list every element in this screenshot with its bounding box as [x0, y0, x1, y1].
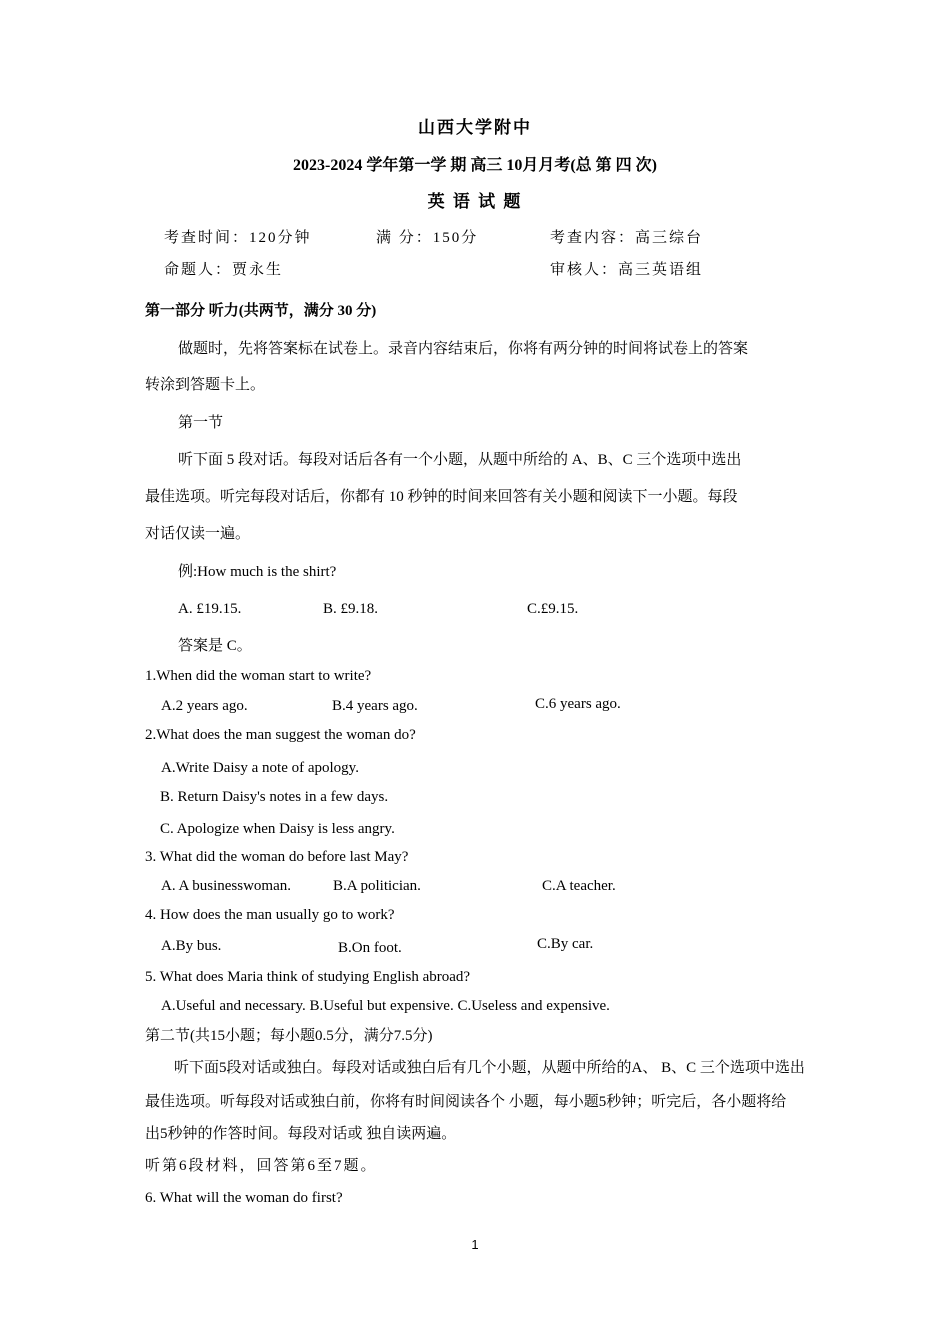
instructions-line: 最佳选项。听完每段对话后，你都有 10 秒钟的时间来回答有关小题和阅读下一小题。每段 [145, 489, 738, 505]
question-3: 3. What did the woman do before last May? [145, 849, 409, 865]
instructions-line: 最佳选项。听每段对话或独白前，你将有时间阅读各个 小题，每小题5秒钟；听完后，各小题将给 [145, 1094, 787, 1110]
option-c: C.By car. [537, 936, 594, 952]
option-b: B.4 years ago. [332, 698, 418, 714]
exam-content: 考查内容：高三综台 [550, 230, 704, 246]
instructions-line: 出5秒钟的作答时间。每段对话或 独自读两遍。 [145, 1126, 457, 1142]
question-6: 6. What will the woman do first? [145, 1190, 343, 1206]
example-option-a: A. £19.15. [178, 601, 242, 617]
section-two-title: 第二节(共15小题；每小题0.5分，满分7.5分) [145, 1028, 433, 1044]
full-score: 满 分：150分 [376, 230, 479, 246]
option-c: C. Apologize when Daisy is less angry. [160, 821, 395, 837]
instructions-line: 做题时，先将答案标在试卷上。录音内容结束后，你将有两分钟的时间将试卷上的答案 [178, 341, 749, 357]
question-4: 4. How does the man usually go to work? [145, 907, 395, 923]
part-one-title: 第一部分 听力(共两节，满分 30 分) [145, 303, 377, 319]
example-option-c: C.£9.15. [527, 601, 579, 617]
instructions-line: 转涂到答题卡上。 [145, 377, 266, 393]
option-b: B.On foot. [338, 940, 402, 956]
question-1: 1.When did the woman start to write? [145, 668, 372, 684]
option-b: B.A politician. [333, 878, 421, 894]
question-5-options: A.Useful and necessary. B.Useful but expensive. C.Useless and expensive. [161, 998, 610, 1014]
question-2: 2.What does the man suggest the woman do? [145, 727, 416, 743]
exam-title: 2023-2024 学年第一学 期 高三 10月月考(总 第 四 次) [293, 157, 657, 174]
exam-time: 考查时间：120分钟 [164, 230, 312, 246]
subject-title: 英 语 试 题 [427, 192, 523, 211]
option-a: A.By bus. [161, 938, 222, 954]
option-c: C.6 years ago. [535, 696, 621, 712]
question-5: 5. What does Maria think of studying English abroad? [145, 969, 471, 985]
instructions-line: 听下面5段对话或独白。每段对话或独白后有几个小题，从题中所给的A、 B、C 三个选项中选出 [174, 1060, 805, 1076]
author: 命题人：贾永生 [164, 262, 284, 278]
option-b: B. Return Daisy's notes in a few days. [160, 789, 389, 805]
school-name: 山西大学附中 [418, 118, 532, 137]
option-a: A. A businesswoman. [161, 878, 292, 894]
instructions-line: 对话仅读一遍。 [145, 526, 251, 542]
page-number: 1 [471, 1237, 479, 1252]
option-a: A.Write Daisy a note of apology. [161, 760, 359, 776]
section-one-title: 第一节 [178, 415, 224, 431]
option-a: A.2 years ago. [161, 698, 248, 714]
example-question: 例:How much is the shirt? [178, 564, 337, 580]
example-option-b: B. £9.18. [323, 601, 379, 617]
reviewer: 审核人：高三英语组 [550, 262, 704, 278]
instructions-line: 听下面 5 段对话。每段对话后各有一个小题，从题中所给的 A、B、C 三个选项中选出 [178, 452, 742, 468]
material-6-heading: 听第6段材料，回答第6至7题。 [145, 1158, 378, 1174]
option-c: C.A teacher. [542, 878, 616, 894]
example-answer: 答案是 C。 [178, 638, 252, 654]
